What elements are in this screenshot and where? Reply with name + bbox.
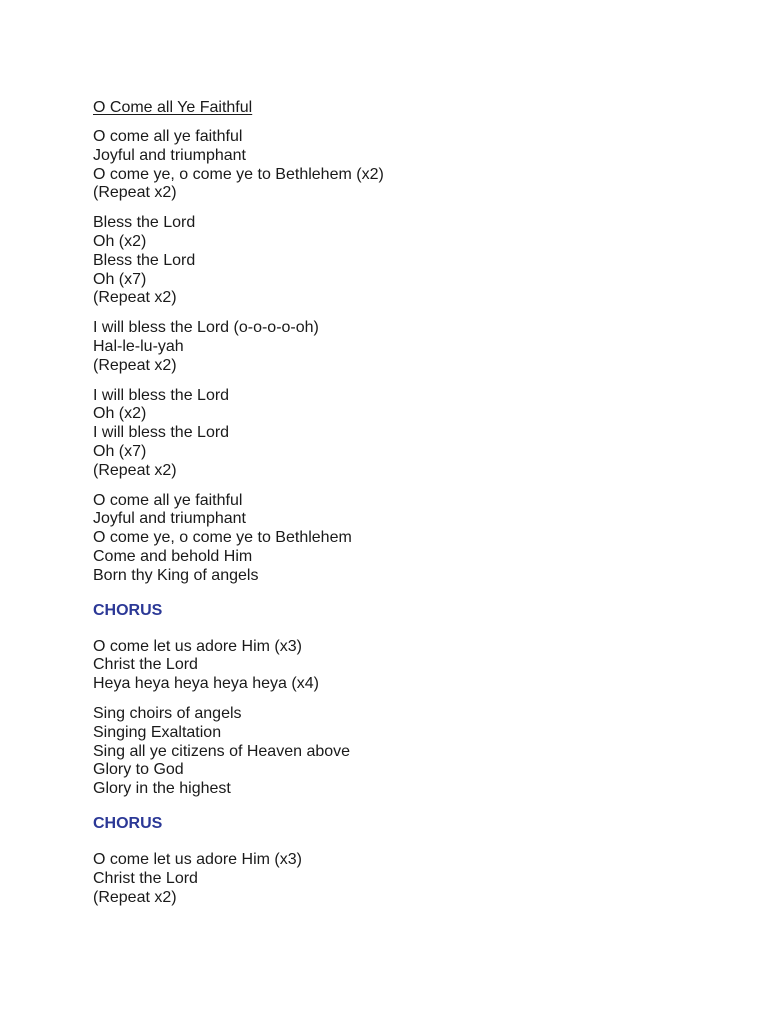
lyric-line: Born thy King of angels (93, 566, 259, 584)
lyric-line: (Repeat x2) (93, 184, 177, 202)
lyric-line: Oh (x2) (93, 405, 147, 423)
lyric-line: O come all ye faithful (93, 128, 243, 145)
lyric-line: I will bless the Lord (93, 424, 230, 442)
lyric-line: (Repeat x2) (93, 888, 177, 906)
stanza (93, 128, 713, 203)
lyric-line: Christ the Lord (93, 869, 198, 887)
lyric-line: Bless the Lord (93, 214, 196, 232)
stanza (93, 851, 713, 907)
lyric-line: Come and behold Him (93, 547, 253, 565)
lyric-line: O come let us adore Him (x3) (93, 637, 302, 655)
lyric-line: O come ye, o come ye to Bethlehem (93, 529, 352, 547)
lyric-line: O come all ye faithful (93, 491, 243, 509)
lyric-line: I will bless the Lord (93, 386, 230, 404)
lyrics-document (93, 98, 713, 918)
lyric-line: Oh (x7) (93, 270, 147, 288)
lyric-line: O come let us adore Him (x3) (93, 850, 302, 868)
lyric-line: O come ye, o come ye to Bethlehem (x2) (93, 165, 384, 183)
lyric-line: (Repeat x2) (93, 461, 177, 479)
lyric-line: Bless the Lord (93, 251, 196, 269)
lyric-line: Sing all ye citizens of Heaven above (93, 742, 351, 760)
lyric-line: Christ the Lord (93, 656, 198, 674)
chorus-heading: CHORUS (93, 814, 163, 832)
stanza (93, 214, 713, 308)
lyric-line: Glory to God (93, 761, 184, 779)
stanza (93, 319, 713, 375)
lyric-line: Oh (x2) (93, 232, 147, 250)
lyric-line: Sing choirs of angels (93, 704, 242, 722)
lyric-line: (Repeat x2) (93, 356, 177, 374)
chorus-heading: CHORUS (93, 601, 163, 619)
stanza (93, 638, 713, 694)
stanza (93, 387, 713, 481)
lyric-line: Singing Exaltation (93, 723, 222, 741)
lyric-line: (Repeat x2) (93, 289, 177, 307)
stanza (93, 705, 713, 799)
lyric-line: Glory in the highest (93, 780, 231, 798)
lyric-line: Oh (x7) (93, 442, 147, 460)
lyric-line: Heya heya heya heya heya (x4) (93, 675, 319, 693)
lyric-line: I will bless the Lord (o-o-o-o-oh) (93, 319, 319, 337)
song-title: O Come all Ye Faithful (93, 99, 253, 116)
lyrics-content (93, 128, 713, 907)
lyric-line: Joyful and triumphant (93, 146, 246, 164)
lyric-line: Hal-le-lu-yah (93, 337, 184, 355)
lyric-line: Joyful and triumphant (93, 510, 246, 528)
stanza (93, 492, 713, 586)
